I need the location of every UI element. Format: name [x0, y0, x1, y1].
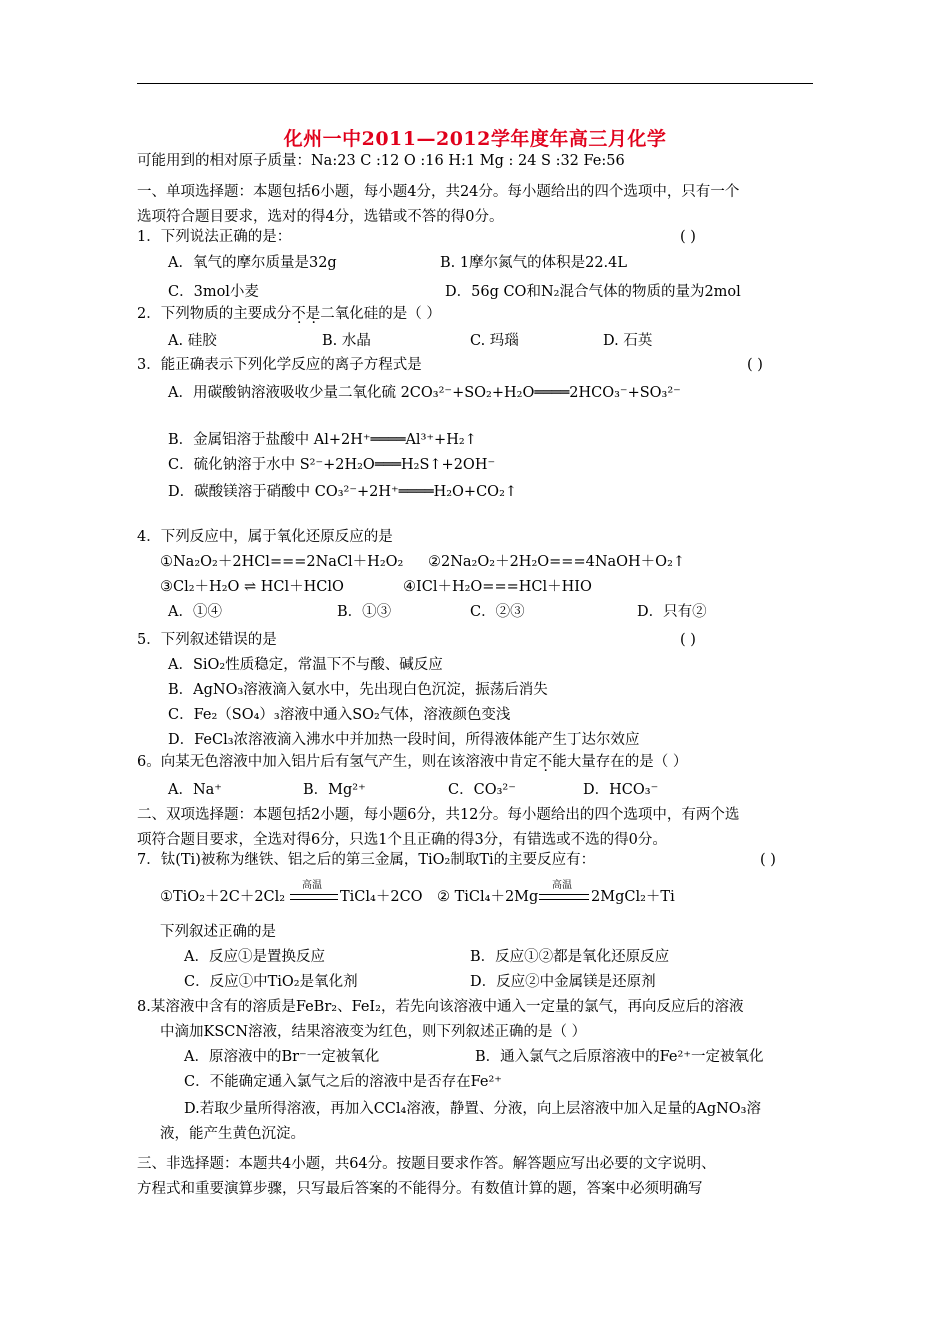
q6-emphasis: 不 [537, 754, 553, 770]
q3-answer-paren: ( ) [747, 357, 763, 373]
q4-option-b: B．①③ [337, 604, 392, 620]
q6-option-b: B．Mg²⁺ [303, 782, 366, 798]
header-rule [137, 83, 813, 84]
q1-option-c: C．3mol小麦 [168, 284, 259, 300]
q4-reaction-3: ③Cl₂＋H₂O ⇌ HCl＋HClO [160, 579, 344, 595]
q7-option-c: C．反应①中TiO₂是氧化剂 [184, 974, 358, 990]
q7-reaction-1-left: ①TiO₂＋2C＋2Cl₂ [160, 889, 286, 905]
q6-option-c: C．CO₃²⁻ [448, 782, 516, 798]
section2-intro-line1: 二、双项选择题：本题包括2小题，每小题6分，共12分。每小题给出的四个选项中，有两个选 [137, 807, 740, 823]
q8-option-a: A．原溶液中的Br⁻一定被氧化 [184, 1049, 380, 1065]
q5-option-d: D．FeCl₃浓溶液滴入沸水中并加热一段时间，所得液体能产生丁达尔效应 [168, 732, 640, 748]
q6-option-d: D．HCO₃⁻ [583, 782, 659, 798]
q6-stem [137, 752, 687, 772]
q4-option-a: A．①④ [168, 604, 222, 620]
q8-stem-line2: 中滴加KSCN溶液，结果溶液变为红色，则下列叙述正确的是（ ） [160, 1024, 587, 1040]
q5-answer-paren: ( ) [680, 632, 696, 648]
q2-emphasis-1: 不 [291, 306, 306, 322]
q1-option-b: B. 1摩尔氮气的体积是22.4L [440, 255, 628, 271]
atomic-masses: 可能用到的相对原子质量：Na:23 C :12 O :16 H:1 Mg : 24 S :32 Fe:56 [137, 153, 625, 169]
q7-equals-sign-2 [539, 894, 589, 900]
q1-option-a: A．氧气的摩尔质量是32g [168, 255, 337, 271]
q6-stem-post: 能大量存在的是（ ） [552, 754, 688, 770]
q7-reaction-2-right: 2MgCl₂＋Ti [591, 889, 675, 905]
q7-reaction-2-left: ② TiCl₄＋2Mg [437, 889, 539, 905]
q7-answer-paren: ( ) [760, 852, 776, 868]
q4-stem: 4．下列反应中，属于氧化还原反应的是 [137, 529, 393, 545]
q6-stem-pre: 6。向某无色溶液中加入铝片后有氢气产生，则在该溶液中肯定 [137, 754, 538, 770]
q8-option-d-line1: D.若取少量所得溶液，再加入CCl₄溶液，静置、分液，向上层溶液中加入足量的AgNO₃溶 [184, 1101, 761, 1117]
q5-option-b: B．AgNO₃溶液滴入氨水中，先出现白色沉淀，振荡后消失 [168, 682, 548, 698]
q5-option-a: A．SiO₂性质稳定，常温下不与酸、碱反应 [168, 657, 443, 673]
q1-stem: 1．下列说法正确的是： [137, 229, 292, 245]
q4-reaction-2: ②2Na₂O₂＋2H₂O===4NaOH＋O₂↑ [428, 554, 686, 570]
q2-stem [137, 304, 441, 324]
q2-stem-pre: 2．下列物质的主要成分 [137, 306, 292, 322]
q3-option-a: A．用碳酸钠溶液吸收少量二氧化硫 2CO₃²⁻+SO₂+H₂O════2HCO₃⁻+SO₃²⁻ [168, 385, 681, 401]
q7-option-a: A．反应①是置换反应 [184, 949, 325, 965]
q4-reaction-1: ①Na₂O₂＋2HCl===2NaCl＋H₂O₂ [160, 554, 404, 570]
q3-option-b: B．金属铝溶于盐酸中 Al+2H⁺════Al³⁺+H₂↑ [168, 432, 477, 448]
section3-intro-line1: 三、非选择题：本题共4小题，共64分。按题目要求作答。解答题应写出必要的文字说明、 [137, 1156, 716, 1172]
section1-intro-line2: 选项符合题目要求，选对的得4分，选错或不答的得0分。 [137, 209, 504, 225]
q7-equals-sign-1 [290, 894, 338, 900]
q8-option-c: C．不能确定通入氯气之后的溶液中是否存在Fe²⁺ [184, 1074, 502, 1090]
q5-option-c: C．Fe₂（SO₄）₃溶液中通入SO₂气体，溶液颜色变浅 [168, 707, 511, 723]
q7-stem: 7．钛(Ti)被称为继铁、铝之后的第三金属，TiO₂制取Ti的主要反应有： [137, 852, 596, 868]
q5-stem: 5．下列叙述错误的是 [137, 632, 277, 648]
q3-stem: 3．能正确表示下列化学反应的离子方程式是 [137, 357, 422, 373]
page-title: 化州一中2011—2012学年度年高三月化学 [283, 128, 667, 150]
q4-reaction-4: ④ICl＋H₂O===HCl＋HIO [403, 579, 592, 595]
q7-reaction-1-right: TiCl₄＋2CO [340, 889, 423, 905]
q8-option-b: B．通入氯气之后原溶液中的Fe²⁺一定被氧化 [475, 1049, 764, 1065]
section1-intro-line1: 一、单项选择题：本题包括6小题，每小题4分，共24分。每小题给出的四个选项中，只有一个 [137, 184, 740, 200]
q7-option-d: D．反应②中金属镁是还原剂 [470, 974, 656, 990]
q3-option-c: C．硫化钠溶于水中 S²⁻+2H₂O═══H₂S↑+2OH⁻ [168, 457, 496, 473]
q8-stem-line1: 8.某溶液中含有的溶质是FeBr₂、FeI₂，若先向该溶液中通入一定量的氯气，再向反应后的溶液 [137, 999, 744, 1015]
q4-option-c: C．②③ [470, 604, 525, 620]
q8-option-d-line2: 液，能产生黄色沉淀。 [160, 1126, 305, 1142]
q7-condition-1: 高温 [302, 880, 322, 891]
q6-option-a: A．Na⁺ [168, 782, 222, 798]
section3-intro-line2: 方程式和重要演算步骤，只写最后答案的不能得分。有数值计算的题，答案中必须明确写 [137, 1181, 703, 1197]
q7-condition-2: 高温 [552, 880, 572, 891]
q2-stem-post: 二氧化硅的是（ ） [320, 306, 441, 322]
section2-intro-line2: 项符合题目要求，全选对得6分，只选1个且正确的得3分，有错选或不选的得0分。 [137, 832, 667, 848]
q2-option-d: D. 石英 [603, 333, 653, 349]
q1-answer-paren: ( ) [680, 229, 696, 245]
q2-option-c: C. 玛瑙 [470, 333, 519, 349]
q7-option-b: B．反应①②都是氧化还原反应 [470, 949, 670, 965]
q2-option-b: B. 水晶 [322, 333, 371, 349]
q2-emphasis-2: 是 [305, 306, 321, 322]
q2-option-a: A. 硅胶 [168, 333, 217, 349]
q3-option-d: D．碳酸镁溶于硝酸中 CO₃²⁻+2H⁺════H₂O+CO₂↑ [168, 484, 518, 500]
q4-option-d: D．只有② [637, 604, 707, 620]
q1-option-d: D．56g CO和N₂混合气体的物质的量为2mol [445, 284, 741, 300]
q7-sub-stem: 下列叙述正确的是 [160, 924, 276, 940]
